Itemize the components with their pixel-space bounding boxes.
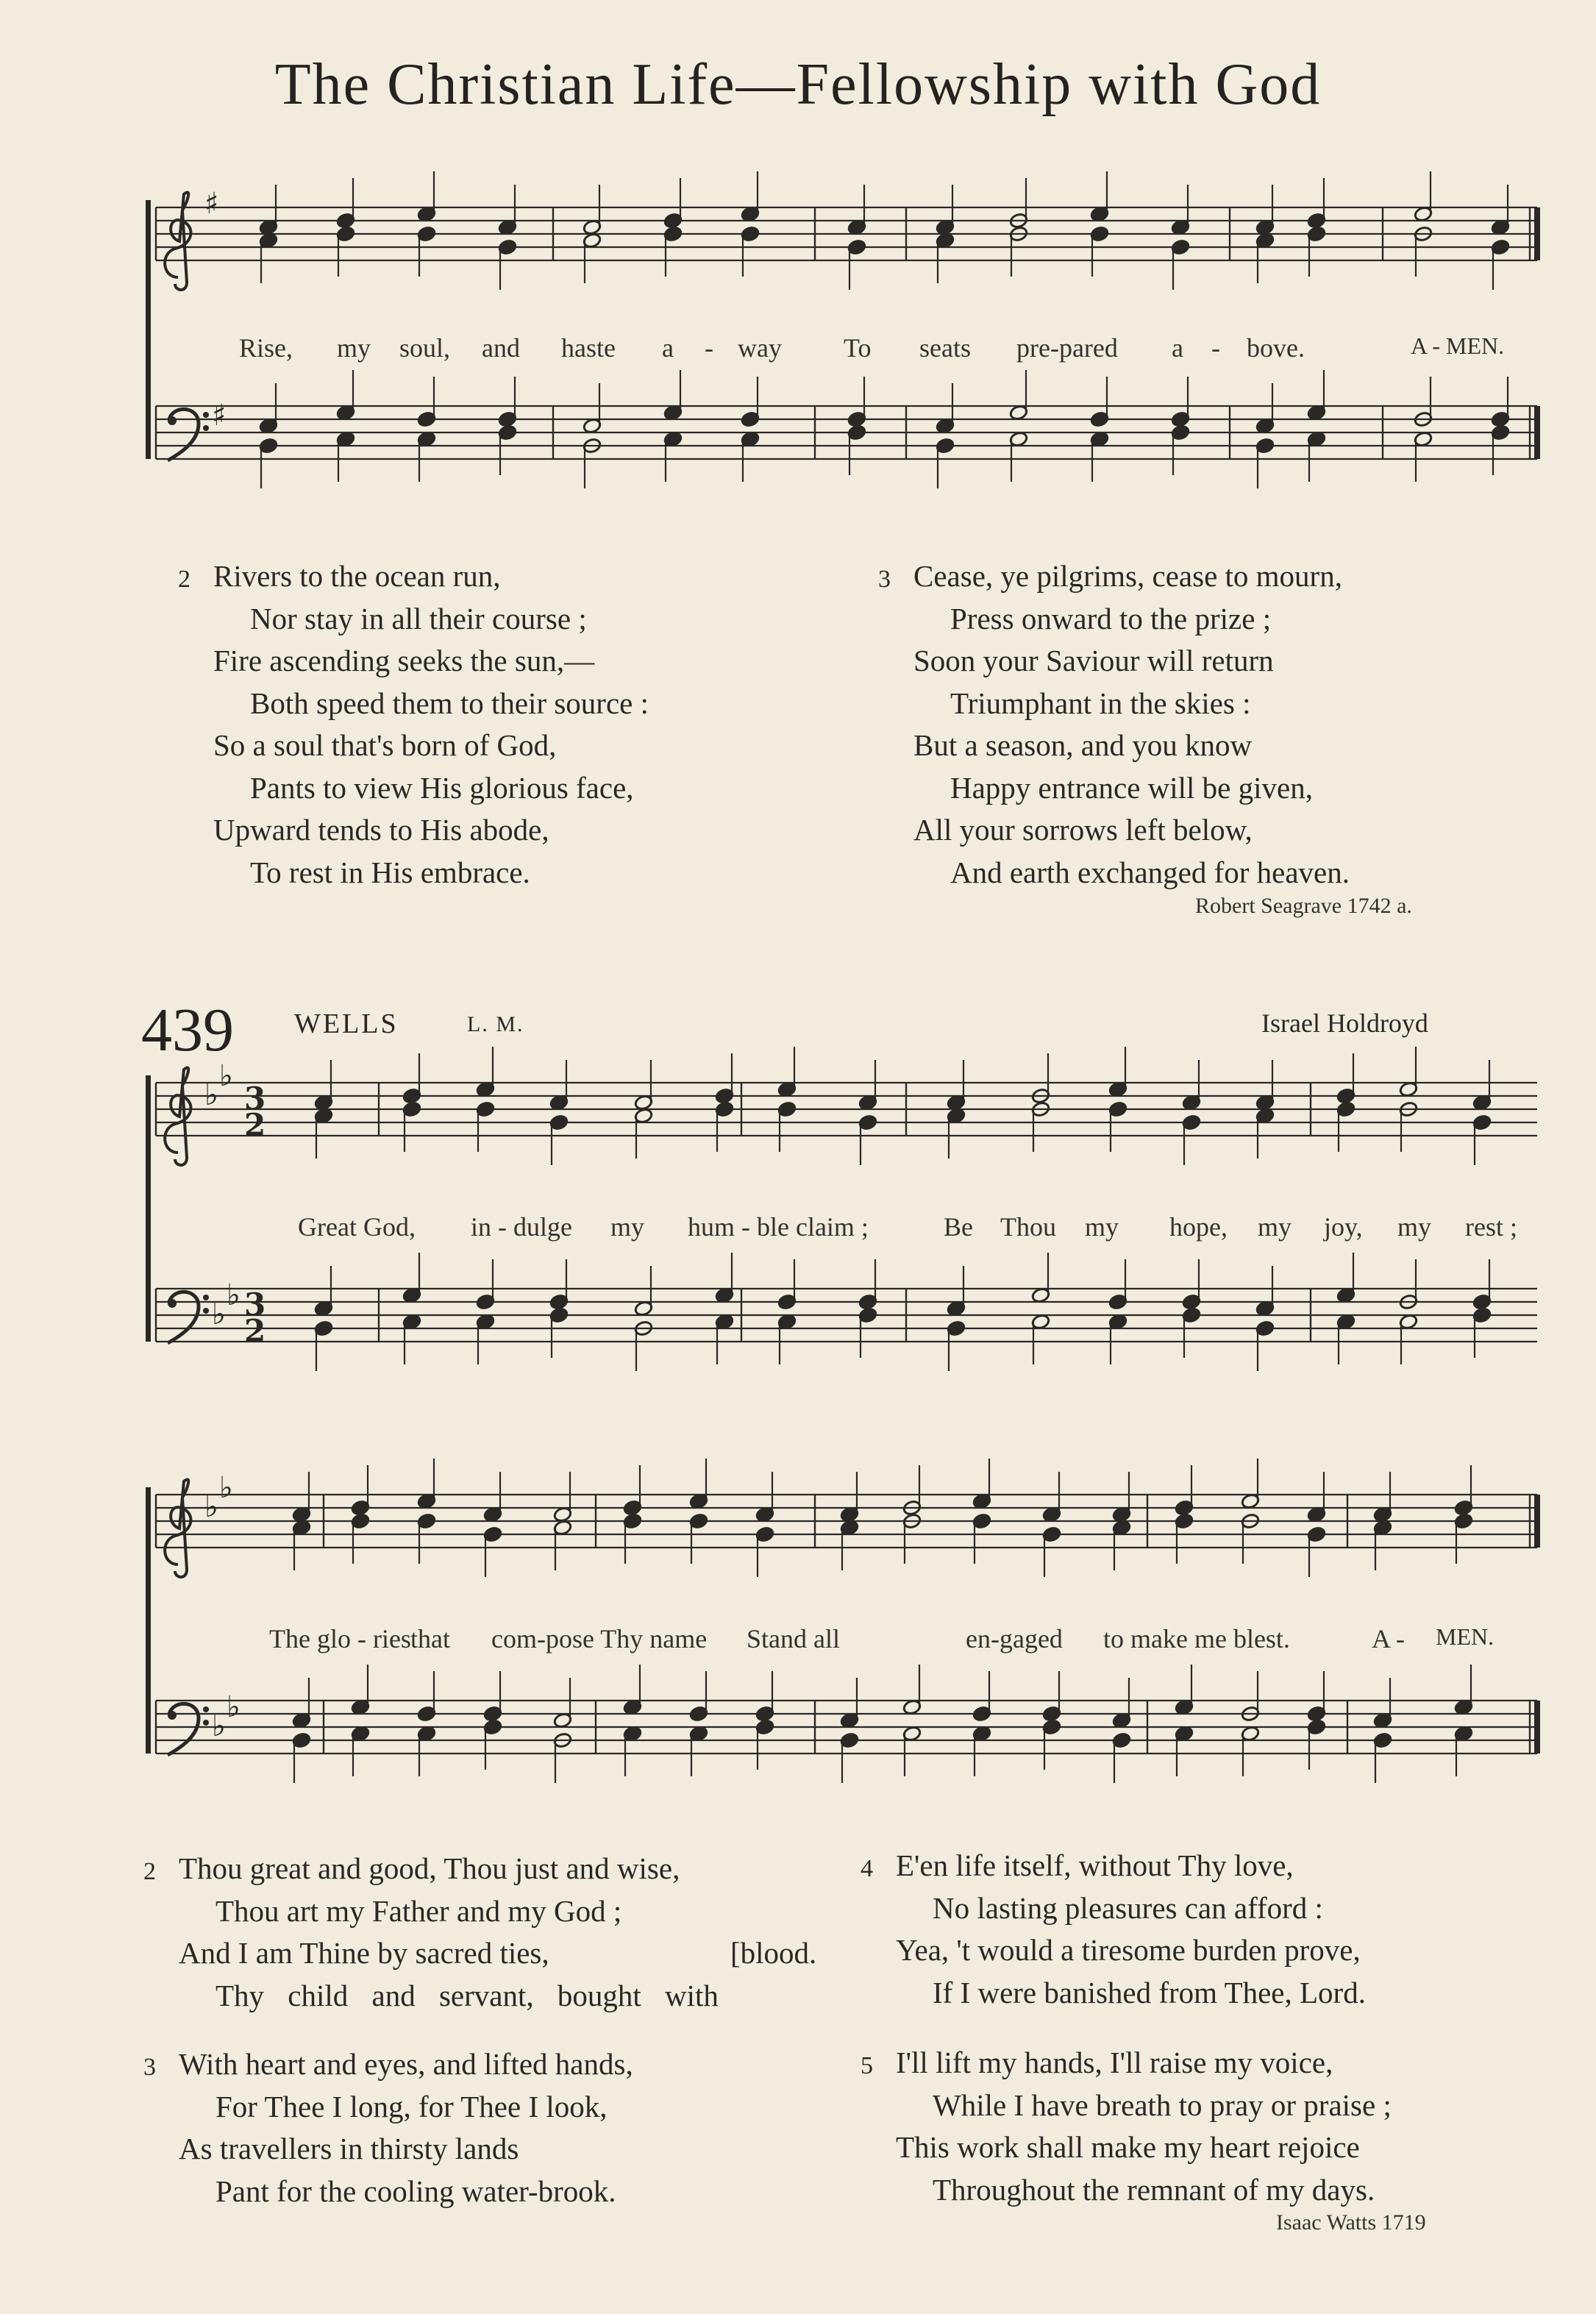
verse-number: 2 <box>143 1858 156 1885</box>
lyric: a <box>1172 333 1183 363</box>
system-bracket <box>146 1487 151 1754</box>
verse-line: Both speed them to their source : <box>250 686 649 720</box>
verse-line: Yea, 't would a tiresome burden prove, <box>896 1933 1361 1967</box>
verse-line: So a soul that's born of God, <box>213 728 557 762</box>
verse-line: Cease, ye pilgrims, cease to mourn, <box>913 559 1342 593</box>
final-barline-thick <box>1534 207 1540 260</box>
verse-line <box>179 1932 817 1975</box>
verse-number: 3 <box>878 566 891 593</box>
lyric: my <box>610 1212 645 1242</box>
flat-sign: ♭ <box>204 1078 218 1112</box>
verse-line: This work shall make my heart rejoice <box>896 2130 1360 2164</box>
bass-clef-dot <box>203 1295 209 1300</box>
verse-line: Throughout the remnant of my days. <box>933 2172 1375 2207</box>
verse-number: 3 <box>143 2054 156 2081</box>
lyric: com-pose Thy name <box>491 1624 708 1653</box>
lyric: seats <box>919 333 971 363</box>
hymn-number: 439 <box>141 996 234 1064</box>
hymn-438-verse-2 <box>178 555 649 894</box>
lyric: hum - ble claim ; <box>688 1212 869 1242</box>
time-signature-top: 3 <box>244 1081 266 1117</box>
lyric: my <box>1258 1212 1292 1242</box>
hymn-438-lyrics <box>0 332 1596 369</box>
hymn-439-lyrics-line-1 <box>0 1211 1596 1248</box>
hymn-438-author: Robert Seagrave 1742 a. <box>1195 894 1412 918</box>
hymn-439-verse-5 <box>861 2042 1392 2211</box>
bass-clef-dot <box>168 416 177 425</box>
page-title: The Christian Life—Fellowship with God <box>274 52 1322 117</box>
lyric: Rise, <box>239 333 293 363</box>
verse-number: 2 <box>178 566 190 593</box>
verse-line: Thou great and good, Thou just and wise, <box>179 1851 680 1885</box>
bass-clef-dot <box>203 425 209 431</box>
flat-sign: ♭ <box>212 1297 226 1331</box>
bass-clef-dot <box>168 1299 177 1308</box>
system-bracket <box>146 1075 151 1342</box>
lyric: and <box>482 333 520 363</box>
lyric: The glo - ries <box>269 1624 411 1653</box>
verse-line: For Thee I long, for Thee I look, <box>215 2089 608 2123</box>
verse-line: No lasting pleasures can afford : <box>933 1890 1323 1925</box>
lyric: soul, <box>399 333 451 363</box>
hymn-438-verse-3 <box>878 555 1350 894</box>
carryover: [blood. <box>730 1936 817 1970</box>
time-signature-bottom: 2 <box>244 1313 266 1349</box>
lyric: To <box>844 333 872 363</box>
lyric: A - MEN. <box>1411 332 1505 359</box>
verse-line: Pants to view His glorious face, <box>250 770 634 805</box>
lyric: my <box>337 333 371 363</box>
final-barline-thick <box>1534 1701 1540 1754</box>
verse-line: Thy child and servant, bought with <box>215 1978 719 2012</box>
tune-name: WELLS <box>294 1008 399 1039</box>
lyric: to make me blest. <box>1103 1624 1290 1653</box>
lyric: that <box>410 1624 450 1653</box>
flat-sign: ♭ <box>204 1490 218 1524</box>
flat-sign: ♭ <box>227 1278 241 1312</box>
lyric: way <box>738 333 782 363</box>
verse-line: Soon your Saviour will return <box>913 644 1274 677</box>
verse-line: While I have breath to pray or praise ; <box>933 2087 1392 2122</box>
verse-number: 4 <box>861 1855 873 1882</box>
composer: Israel Holdroyd <box>1261 1008 1428 1038</box>
verse-line: I'll lift my hands, I'll raise my voice, <box>896 2046 1333 2079</box>
lyric: - <box>1211 333 1220 363</box>
verse-line: Press onward to the prize ; <box>950 601 1272 636</box>
verse-line: Thou art my Father and my God ; <box>215 1893 622 1928</box>
verse-line: Rivers to the ocean run, <box>213 559 501 593</box>
lyric: Thou <box>1000 1212 1056 1242</box>
verse-line: But a season, and you know <box>913 728 1253 762</box>
verse-line: Pant for the cooling water-brook. <box>215 2174 616 2208</box>
verse-line-text: And I am Thine by sacred ties, <box>179 1936 549 1970</box>
final-barline-thick <box>1534 406 1540 459</box>
hymn-439-verse-3 <box>143 2043 633 2212</box>
lyric: Great God, <box>298 1212 416 1242</box>
final-barline-thick <box>1534 1495 1540 1548</box>
sharp-sign: ♯ <box>204 187 219 221</box>
hymn-439-author: Isaac Watts 1719 <box>1276 2210 1426 2235</box>
lyric: MEN. <box>1436 1623 1495 1650</box>
lyric: - <box>705 333 713 363</box>
lyric: Be <box>944 1212 973 1242</box>
flat-sign: ♭ <box>227 1690 241 1724</box>
flat-sign: ♭ <box>219 1471 233 1505</box>
verse-line: Upward tends to His abode, <box>213 813 549 847</box>
flat-sign: ♭ <box>219 1059 233 1093</box>
lyric: en-gaged <box>966 1624 1063 1653</box>
time-signature-bottom: 2 <box>244 1107 266 1143</box>
bass-clef-dot <box>203 1308 209 1314</box>
system-bracket <box>146 200 151 459</box>
lyric: joy, <box>1324 1212 1363 1242</box>
lyric: haste <box>561 333 616 363</box>
lyric: in - dulge <box>471 1212 572 1242</box>
verse-number: 5 <box>861 2052 873 2079</box>
sharp-sign: ♯ <box>212 399 227 432</box>
lyric: my <box>1085 1212 1119 1242</box>
lyric: Stand all <box>747 1624 840 1653</box>
lyric: a <box>662 333 674 363</box>
verse-line: With heart and eyes, and lifted hands, <box>179 2047 633 2081</box>
verse-line: If I were banished from Thee, Lord. <box>933 1975 1366 2009</box>
verse-line: Nor stay in all their course ; <box>250 601 587 636</box>
lyric: my <box>1397 1212 1432 1242</box>
hymn-439-verse-4 <box>861 1845 1366 2014</box>
hymn-439-lyrics-line-2 <box>0 1623 1596 1660</box>
lyric: hope, <box>1169 1212 1228 1242</box>
bass-clef-dot <box>203 1706 209 1712</box>
verse-line: All your sorrows left below, <box>913 813 1253 847</box>
lyric: pre-pared <box>1016 333 1118 363</box>
verse-line: Happy entrance will be given, <box>950 770 1313 805</box>
verse-line: E'en life itself, without Thy love, <box>896 1848 1294 1882</box>
meter: L. M. <box>467 1012 524 1036</box>
flat-sign: ♭ <box>212 1709 226 1743</box>
bass-clef-dot <box>203 1720 209 1726</box>
lyric: rest ; <box>1465 1212 1517 1242</box>
hymn-439-verse-2 <box>143 1848 817 2017</box>
lyric: bove. <box>1247 333 1305 363</box>
bass-clef-dot <box>203 412 209 418</box>
verse-line: Fire ascending seeks the sun,— <box>213 644 595 677</box>
verse-line: Triumphant in the skies : <box>950 686 1251 720</box>
bass-clef-dot <box>168 1711 177 1720</box>
lyric: A - <box>1372 1624 1405 1653</box>
verse-line: And earth exchanged for heaven. <box>950 855 1350 889</box>
time-signature-top: 3 <box>244 1286 266 1322</box>
verse-line: To rest in His embrace. <box>250 855 530 889</box>
verse-line: As travellers in thirsty lands <box>179 2132 519 2165</box>
